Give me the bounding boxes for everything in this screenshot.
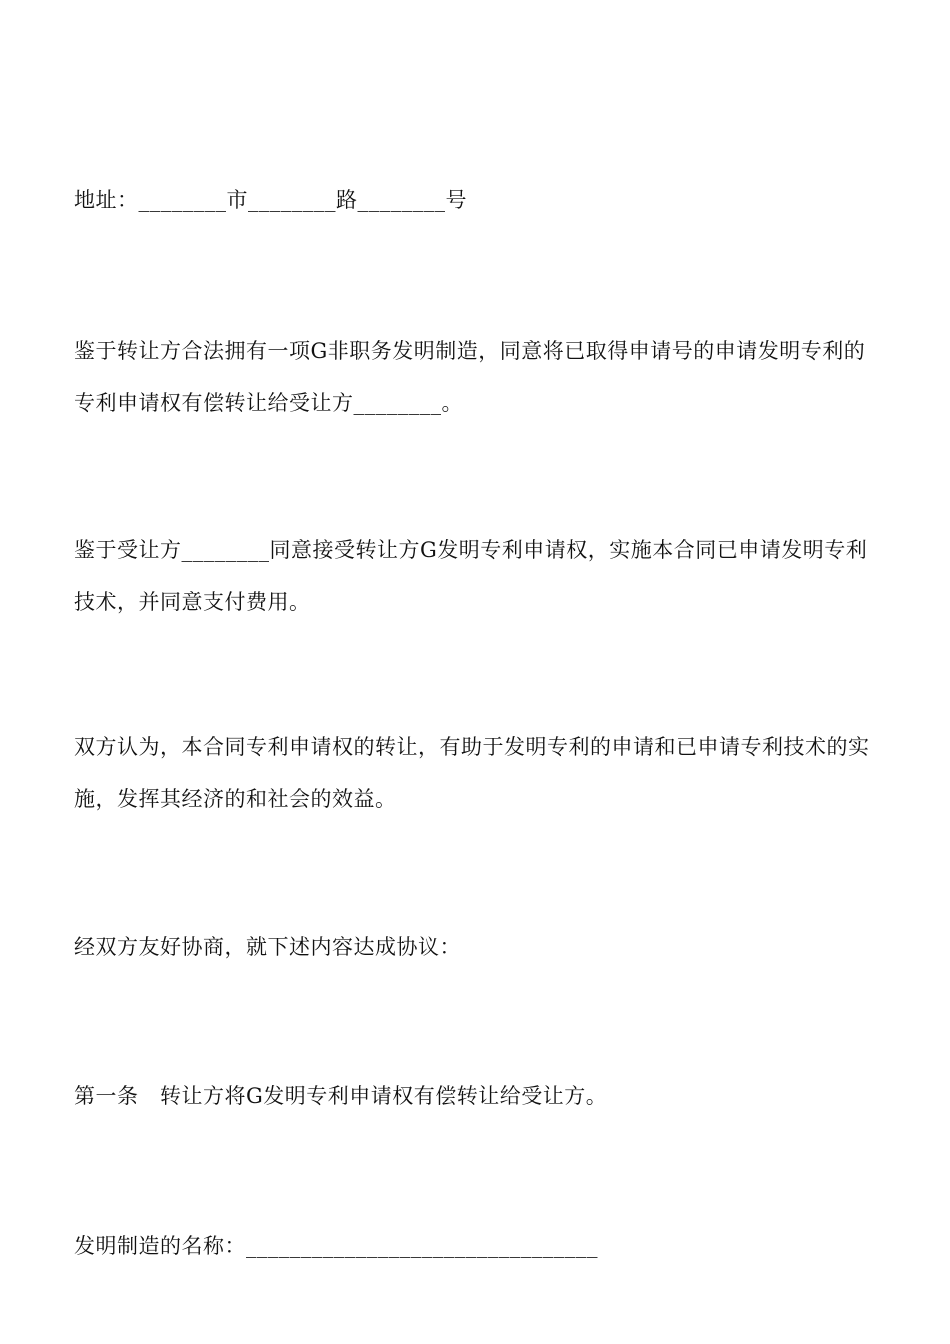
whereas-transferor-paragraph: 鉴于转让方合法拥有一项G非职务发明制造，同意将已取得申请号的申请发明专利的专利申请权有偿转让给受让方________。	[74, 339, 866, 415]
invention-name-line: 发明制造的名称：________________________________	[74, 1234, 598, 1258]
both-parties-paragraph: 双方认为，本合同专利申请权的转让，有助于发明专利的申请和已申请专利技术的实施，发挥其经济的和社会的效益。	[74, 735, 870, 811]
article-1-paragraph: 第一条 转让方将G发明专利申请权有偿转让给受让方。	[74, 1084, 608, 1108]
address-line: 地址：________市________路________号	[74, 188, 467, 212]
agreement-intro-paragraph: 经双方友好协商，就下述内容达成协议：	[74, 935, 461, 959]
whereas-transferee-paragraph: 鉴于受让方________同意接受转让方G发明专利申请权，实施本合同已申请发明专利技术，并同意支付费用。	[74, 538, 868, 614]
